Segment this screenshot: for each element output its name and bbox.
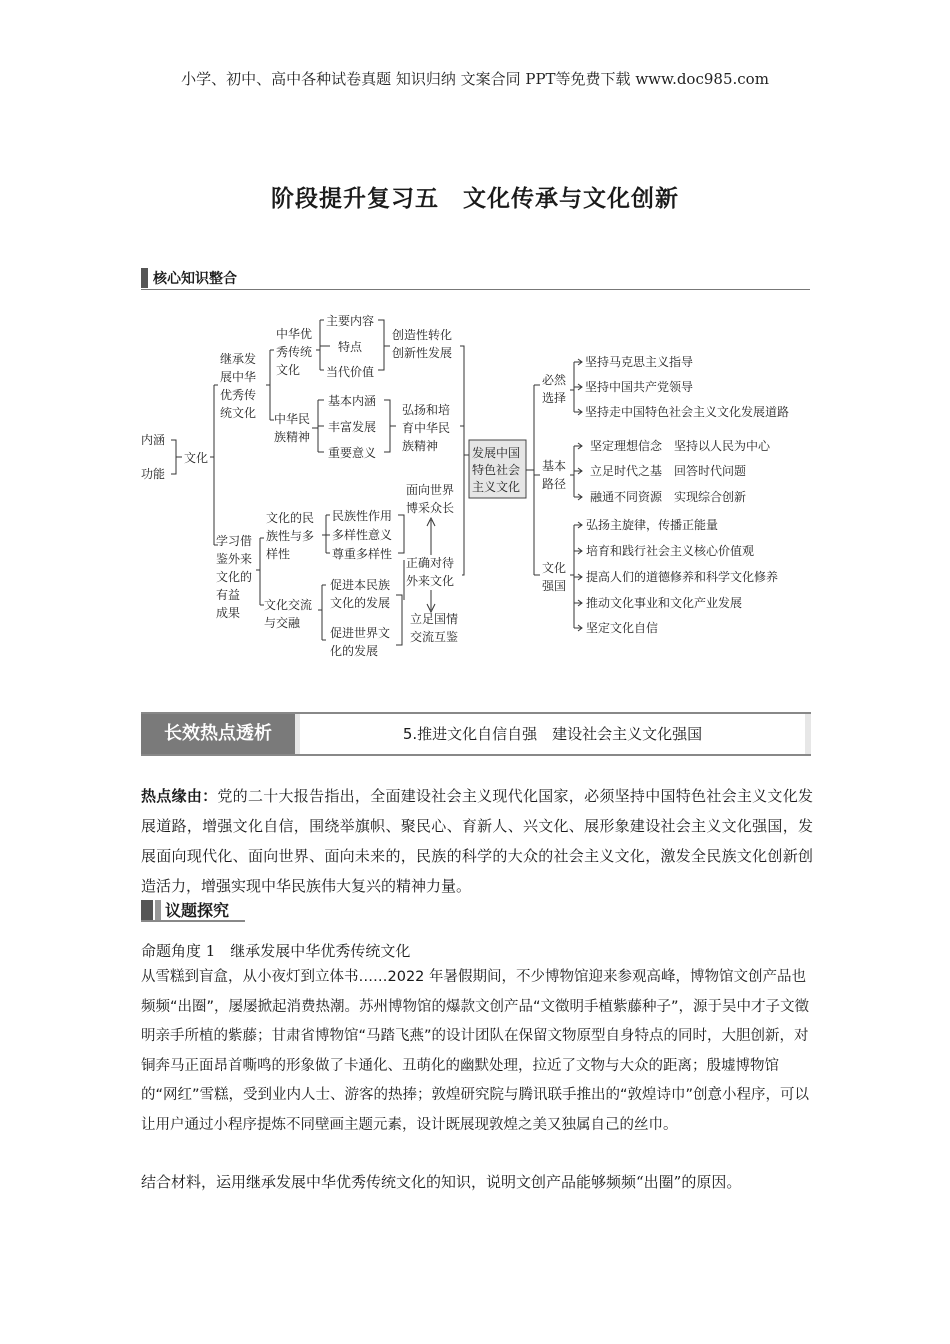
tree-node-national <box>410 611 458 644</box>
tree-item-party: 坚持中国共产党领导 <box>585 380 694 394</box>
tree-item-marxism: 坚持马克思主义指导 <box>585 355 694 369</box>
page-header: 小学、初中、高中各种试卷真题 知识归纳 文案合同 PPT等免费下载 www.doc985.com <box>181 70 769 88</box>
svg-text:有益: 有益 <box>216 588 241 602</box>
svg-text:文化的: 文化的 <box>216 570 253 584</box>
svg-text:学习借: 学习借 <box>216 534 253 548</box>
svg-text:特色社会: 特色社会 <box>472 463 521 477</box>
tree-root-function: 功能 <box>141 467 166 481</box>
svg-text:博采众长: 博采众长 <box>406 501 455 515</box>
question-text: 结合材料，运用继承发展中华优秀传统文化的知识，说明文创产品能够频频“出圈”的原因。 <box>141 1173 742 1191</box>
tree-node-power <box>542 561 566 593</box>
tree-item-respect: 尊重多样性 <box>332 547 393 561</box>
tree-item-industry: 推动文化事业和文化产业发展 <box>586 596 743 610</box>
tree-item-main-content: 主要内容 <box>326 314 375 328</box>
tree-item-meaning: 重要意义 <box>328 446 377 460</box>
svg-text:鉴外来: 鉴外来 <box>216 552 253 566</box>
svg-text:文化的民: 文化的民 <box>266 511 315 525</box>
tree-item-promote-world <box>330 625 390 658</box>
svg-text:交流互鉴: 交流互鉴 <box>410 630 459 644</box>
svg-text:正确对待: 正确对待 <box>406 556 455 570</box>
tree-node-trad-culture <box>276 326 312 377</box>
tree-node-necessary <box>542 373 567 405</box>
svg-text:成果: 成果 <box>216 606 241 620</box>
tree-item-integrate: 融通不同资源 实现综合创新 <box>590 490 747 504</box>
svg-text:与交融: 与交融 <box>264 616 301 630</box>
svg-text:族精神: 族精神 <box>402 439 439 453</box>
tree-item-morality: 提高人们的道德修养和科学文化修养 <box>586 570 779 584</box>
banner-label: 长效热点透析 <box>141 712 295 756</box>
section-title-core: 核心知识整合 <box>153 271 237 287</box>
svg-text:文化交流: 文化交流 <box>264 598 313 612</box>
page-title: 阶段提升复习五 文化传承与文化创新 <box>271 186 679 212</box>
tree-node-spirit <box>274 411 310 444</box>
svg-text:族精神: 族精神 <box>274 430 311 444</box>
svg-text:文化: 文化 <box>276 363 301 377</box>
svg-text:必然: 必然 <box>542 373 567 387</box>
material-paragraph: 从雪糕到盲盒，从小夜灯到立体书……2022 年暑假期间，不少博物馆迎来参观高峰，博物馆文创产品也频频“出圈”，屡屡掀起消费热潮。苏州博物馆的爆款文创产品“文徵明手植紫藤种子”，源于吴中才子文徵明亲手所植的紫藤；甘肃省博物馆“马踏飞燕”的设计团队在保留文物原型自身特点的同时，大胆创新，对铜奔马正面昂首嘶鸣的形象做了卡通化、丑萌化的幽默处理，拉近了文物与大众的距离；殷墟博物馆的“网红”雪糕，受到业内人士、游客的热捧；敦煌研究院与腾讯联手推出的“敦煌诗巾”创意小程序，可以让用户通过小程序提炼不同壁画主题元素，设计既展现敦煌之美又独属自己的丝巾。 <box>141 969 810 1133</box>
svg-text:主义文化: 主义文化 <box>472 480 521 494</box>
svg-text:促进世界文: 促进世界文 <box>330 626 391 640</box>
tree-node-exchange <box>264 597 312 630</box>
tree-node-world <box>406 482 454 515</box>
tree-item-era: 立足时代之基 回答时代问题 <box>590 464 747 478</box>
tree-node-path <box>542 458 566 491</box>
svg-text:中华优: 中华优 <box>276 327 313 341</box>
hotspot-paragraph <box>141 781 813 901</box>
tree-result-develop: 创新性发展 <box>392 346 453 360</box>
tree-item-value: 当代价值 <box>326 365 375 379</box>
svg-text:强国: 强国 <box>542 579 567 593</box>
svg-text:面向世界: 面向世界 <box>406 483 455 497</box>
svg-text:文化的发展: 文化的发展 <box>330 596 391 610</box>
tree-node-learn <box>216 533 252 620</box>
tree-item-mainmelody: 弘扬主旋律，传播正能量 <box>586 518 719 532</box>
svg-text:弘扬和培: 弘扬和培 <box>402 403 451 417</box>
tree-result-spirit <box>402 402 450 453</box>
tree-node-diversity <box>266 511 314 561</box>
svg-text:立足国情: 立足国情 <box>410 612 459 626</box>
tree-item-promote-nation <box>330 577 390 610</box>
svg-text:继承发: 继承发 <box>220 352 257 366</box>
svg-text:展中华: 展中华 <box>220 370 257 384</box>
question-angle: 命题角度 1 继承发展中华优秀传统文化 <box>141 942 411 960</box>
svg-text:促进本民族: 促进本民族 <box>330 578 391 592</box>
tree-item-core-values: 培育和践行社会主义核心价值观 <box>586 544 755 558</box>
svg-text:优秀传: 优秀传 <box>220 388 257 402</box>
svg-text:育中华民: 育中华民 <box>402 421 451 435</box>
tree-item-road: 坚持走中国特色社会主义文化发展道路 <box>585 405 790 419</box>
svg-text:秀传统: 秀传统 <box>276 345 313 359</box>
hotspot-label: 热点缘由： <box>141 787 218 805</box>
svg-text:选择: 选择 <box>542 391 567 405</box>
svg-text:化的发展: 化的发展 <box>330 644 379 658</box>
tree-item-feature: 特点 <box>338 340 363 354</box>
svg-text:路径: 路径 <box>542 477 567 491</box>
tree-node-correct <box>406 555 454 588</box>
topic-marker-icon-secondary <box>155 900 161 920</box>
svg-text:发展中国: 发展中国 <box>472 446 521 460</box>
tree-item-rich: 丰富发展 <box>328 420 377 434</box>
tree-node-center <box>472 445 520 494</box>
tree-result-transform: 创造性转化 <box>392 328 453 342</box>
tree-root-connotation: 内涵 <box>141 433 166 447</box>
svg-text:基本: 基本 <box>542 459 567 473</box>
tree-item-ideal: 坚定理想信念 坚持以人民为中心 <box>590 439 771 453</box>
hotspot-text: 党的二十大报告指出，全面建设社会主义现代化国家，必须坚持中国特色社会主义文化发展道路，增强文化自信，围绕举旗帜、聚民心、育新人、兴文化、展形象建设社会主义文化强国，发展面向现代化、面向世界、面向未来的，民族的科学的大众的社会主义文化，激发全民族文化创新创造活力，增强实现中华民族伟大复兴的精神力量。 <box>141 787 813 895</box>
svg-text:文化: 文化 <box>542 561 567 575</box>
tree-item-diversity: 多样性意义 <box>332 528 393 542</box>
svg-text:中华民: 中华民 <box>274 412 311 426</box>
svg-text:统文化: 统文化 <box>220 406 257 420</box>
tree-item-confidence: 坚定文化自信 <box>586 621 659 635</box>
banner-topic: 5.推进文化自信自强 建设社会主义文化强国 <box>300 714 805 754</box>
topic-marker-icon <box>141 900 153 920</box>
topic-underline <box>141 920 245 922</box>
svg-text:族性与多: 族性与多 <box>266 529 315 543</box>
topic-title: 议题探究 <box>165 901 230 920</box>
svg-text:外来文化: 外来文化 <box>406 574 455 588</box>
tree-item-nationality: 民族性作用 <box>332 509 393 523</box>
tree-node-culture: 文化 <box>184 451 209 465</box>
tree-node-inherit <box>220 351 256 420</box>
svg-text:样性: 样性 <box>266 547 291 561</box>
tree-item-basic: 基本内涵 <box>328 394 377 408</box>
